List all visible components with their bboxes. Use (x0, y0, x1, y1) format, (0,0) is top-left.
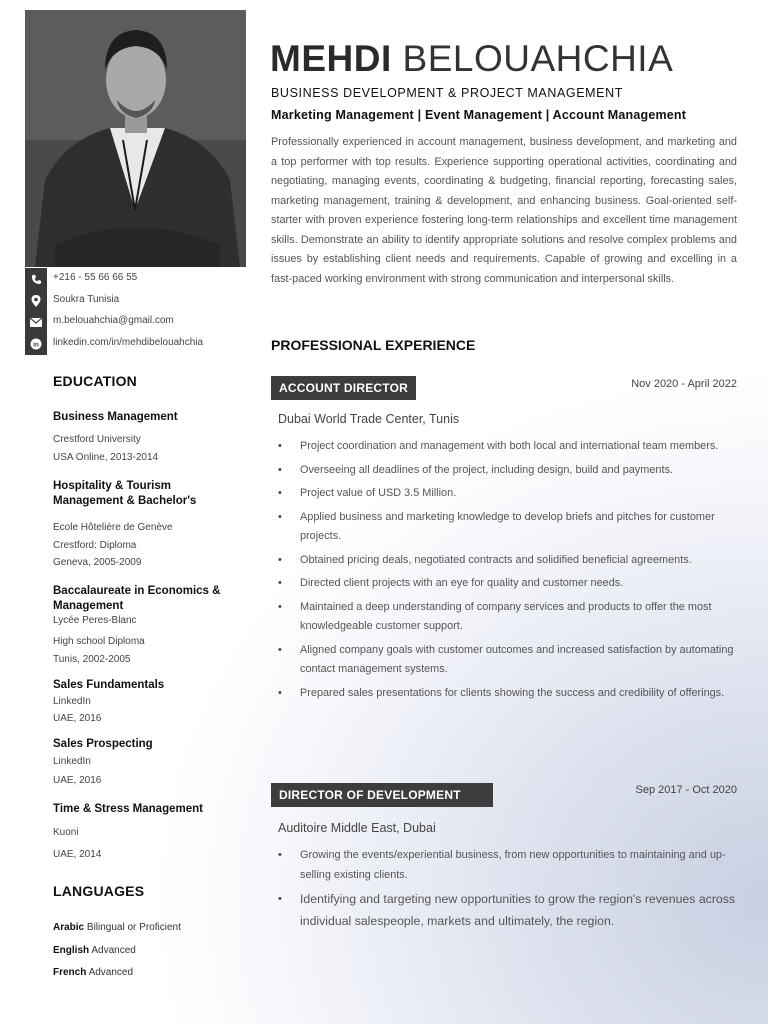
list-item: • Maintained a deep understanding of company services and products to offer the most knowledgeable customer support. (278, 598, 738, 637)
education-title: Sales Fundamentals (53, 679, 165, 691)
education-line: High school Diploma (53, 636, 145, 647)
language-level: Bilingual or Proficient (86, 922, 181, 933)
list-item: • Overseeing all deadlines of the project, including design, build and payments. (278, 461, 738, 481)
education-line: UAE, 2016 (53, 775, 102, 786)
list-item: • Directed client projects with an eye for quality and customer needs. (278, 574, 738, 594)
job-company: Dubai World Trade Center, Tunis (278, 412, 460, 426)
email-icon (25, 311, 47, 333)
education-heading: EDUCATION (53, 373, 137, 389)
education-line: Geneva, 2005-2009 (53, 557, 142, 568)
language-name: English (53, 945, 90, 956)
education-line: UAE, 2016 (53, 713, 102, 724)
education-line: Lycée Peres-Blanc (53, 615, 137, 626)
education-line: UAE, 2014 (53, 849, 102, 860)
language-item (53, 922, 181, 933)
list-item: • Prepared sales presentations for clients showing the success and credibility of offerings. (278, 684, 738, 704)
list-item: • Project coordination and management with both local and international team members. (278, 437, 738, 457)
education-line: USA Online, 2013-2014 (53, 452, 159, 463)
contact-location (25, 290, 245, 312)
profile-summary: Professionally experienced in account management, business development, and marketing and a top performer with top results. Experience supporting operational activities, coordinating and negotiating, managing events, coordinating & budgeting, financial reporting, forecasting sales, marketing management, training & development, and enhancing business. Goal-oriented self-starter with proven experience fostering long-term relationships and excellent time management skills. Demonstrate an ability to identify appropriate solutions and resolve complex problems and issues by establishing client needs and requirements. Capable of growing and excelling in a fast-paced working environment with strong communication and interpersonal skills. (271, 136, 737, 285)
list-item: • Growing the events/experiential business, from new opportunities to maintaining and up-selling existing clients. (278, 846, 738, 885)
education-line: Ecole Hôtelière de Genève (53, 522, 173, 533)
education-title: Hospitality & Tourism Management & Bachelor's (53, 480, 197, 507)
language-item (53, 967, 133, 978)
list-item: • Identifying and targeting new opportunities to grow the region's revenues across individual salespeople, markets and ultimately, the region. (278, 889, 738, 932)
location-text: Soukra Tunisia (53, 294, 120, 305)
education-title: Business Management (53, 411, 178, 423)
profile-photo (25, 10, 246, 267)
language-name: Arabic (53, 922, 85, 933)
job-role: DIRECTOR OF DEVELOPMENT (271, 783, 493, 807)
job-role: ACCOUNT DIRECTOR (271, 376, 416, 400)
job-bullets (278, 437, 738, 707)
linkedin-text[interactable]: linkedin.com/in/mehdibelouahchia (53, 337, 204, 348)
last-name: BELOUAHCHIA (402, 38, 674, 79)
languages-heading: LANGUAGES (53, 883, 145, 899)
full-name (270, 38, 673, 80)
job-company: Auditoire Middle East, Dubai (278, 821, 436, 835)
email-text[interactable]: m.belouahchia@gmail.com (53, 315, 174, 326)
education-title: Sales Prospecting (53, 738, 153, 750)
specialties: Marketing Management | Event Management | Account Management (271, 108, 687, 122)
education-title: Baccalaureate in Economics & Management (53, 585, 221, 612)
language-name: French (53, 967, 87, 978)
language-level: Advanced (91, 945, 136, 956)
phone-text: +216 - 55 66 66 55 (53, 272, 138, 283)
job-title: BUSINESS DEVELOPMENT & PROJECT MANAGEMENT (271, 86, 623, 100)
first-name: MEHDI (270, 38, 392, 79)
education-line: Crestford: Diploma (53, 540, 137, 551)
location-pin-icon (25, 290, 47, 312)
experience-heading: PROFESSIONAL EXPERIENCE (271, 337, 476, 353)
portrait-image (25, 10, 246, 267)
contact-phone (25, 268, 245, 290)
education-title: Time & Stress Management (53, 803, 203, 815)
education-line: Tunis, 2002-2005 (53, 654, 131, 665)
education-line: LinkedIn (53, 756, 91, 767)
linkedin-icon (25, 333, 47, 355)
language-item (53, 945, 136, 956)
contact-linkedin (25, 333, 245, 355)
education-line: Crestford University (53, 434, 141, 445)
language-level: Advanced (88, 967, 134, 978)
list-item: • Project value of USD 3.5 Million. (278, 484, 738, 504)
job-dates: Nov 2020 - April 2022 (631, 378, 737, 390)
job-bullets (278, 846, 738, 936)
list-item: • Obtained pricing deals, negotiated contracts and solidified beneficial agreements. (278, 551, 738, 571)
svg-text:in: in (33, 341, 39, 349)
education-line: LinkedIn (53, 696, 91, 707)
list-item: • Aligned company goals with customer outcomes and increased satisfaction by automating contact management systems. (278, 641, 738, 680)
list-item: • Applied business and marketing knowledge to develop briefs and pitches for customer projects. (278, 508, 738, 547)
job-dates: Sep 2017 - Oct 2020 (635, 784, 737, 796)
education-line: Kuoni (53, 827, 79, 838)
phone-icon (25, 268, 47, 290)
contact-email (25, 311, 245, 333)
